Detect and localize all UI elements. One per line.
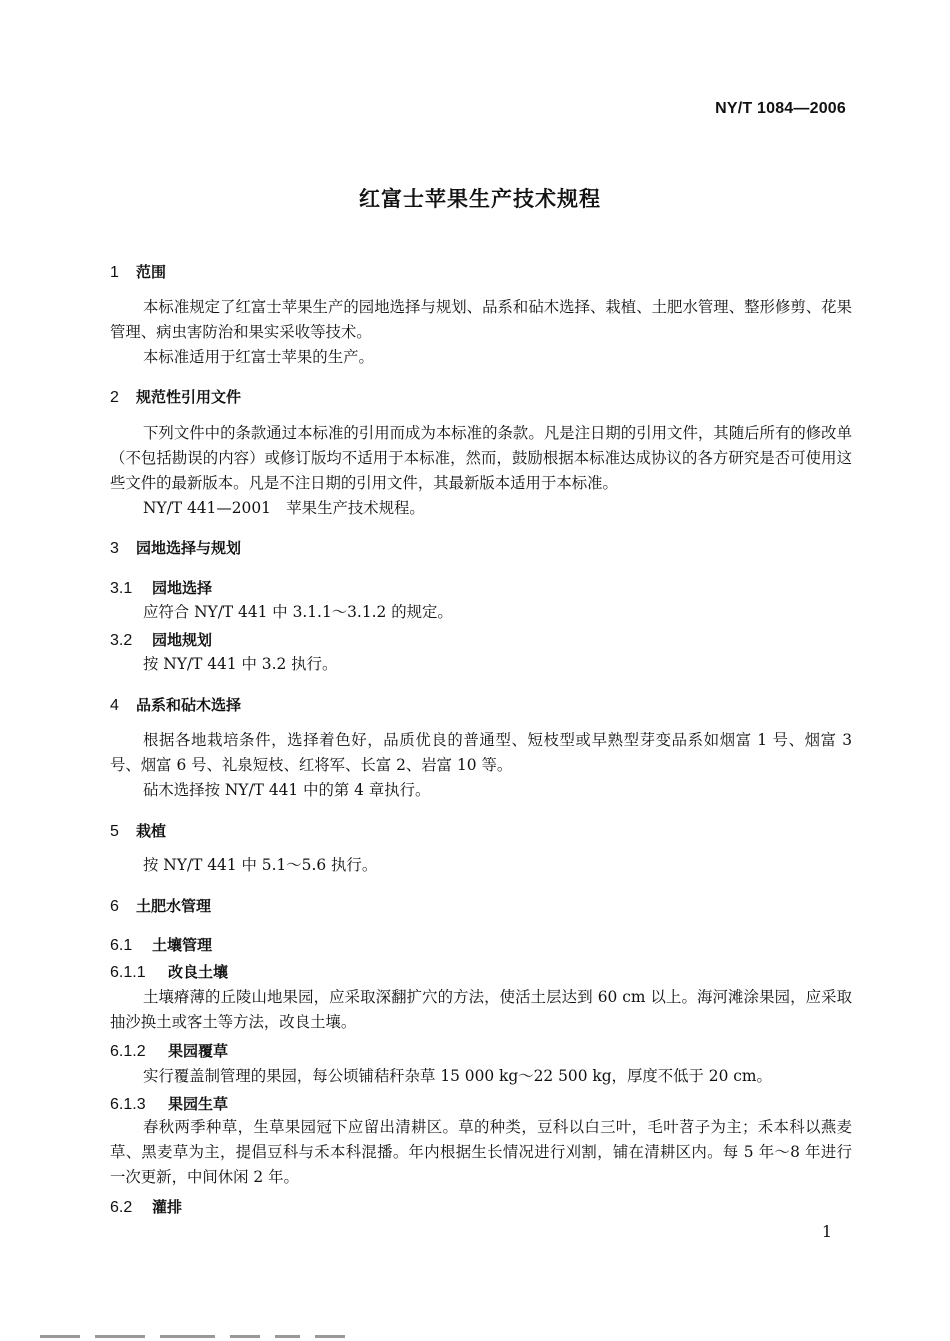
standard-code: NY/T 1084—2006	[715, 100, 846, 117]
section-number: 6.1.1	[110, 964, 146, 981]
section-5-paragraph: 按 NY/T 441 中 5.1～5.6 执行。	[143, 856, 378, 874]
section-title: 范围	[136, 263, 167, 281]
section-number: 3.2	[110, 632, 133, 649]
section-6-1-1-paragraph: 土壤瘠薄的丘陵山地果园，应采取深翻扩穴的方法，使活土层达到 60 cm 以上。海河滩涂果园，应采取抽沙换土或客土等方法，改良土壤。	[110, 988, 852, 1031]
section-title: 土肥水管理	[136, 897, 212, 915]
section-6-1-1-heading	[110, 961, 228, 982]
section-6-1-3-paragraph: 春秋两季种草，生草果园冠下应留出清耕区。草的种类，豆科以白三叶，毛叶苕子为主；禾本科以燕麦草、黑麦草为主，提倡豆科与禾本科混播。年内根据生长情况进行刈割，铺在清耕区内。每 5 年～8 年进行一次更新，中间休闲 2 年。	[110, 1118, 852, 1186]
section-title: 园地选择与规划	[136, 539, 242, 557]
section-number: 1	[110, 264, 119, 281]
section-number: 6.1.3	[110, 1096, 146, 1113]
section-2-paragraph-1: 下列文件中的条款通过本标准的引用而成为本标准的条款。凡是注日期的引用文件，其随后所有的修改单（不包括勘误的内容）或修订版均不适用于本标准，然而，鼓励根据本标准达成协议的各方研究是否可使用这些文件的最新版本。凡是不注日期的引用文件，其最新版本适用于本标准。	[110, 424, 852, 492]
section-number: 4	[110, 697, 119, 714]
section-2-reference: NY/T 441—2001 苹果生产技术规程。	[143, 499, 425, 517]
section-number: 3.1	[110, 580, 133, 597]
section-number: 3	[110, 540, 119, 557]
section-6-heading	[110, 895, 211, 916]
section-title: 园地选择	[152, 579, 213, 597]
section-3-1-heading	[110, 577, 212, 598]
section-number: 6	[110, 898, 119, 915]
section-6-2-heading	[110, 1196, 182, 1217]
section-5-heading	[110, 820, 166, 841]
section-title: 栽植	[136, 822, 167, 840]
section-6-1-3-heading	[110, 1093, 228, 1114]
section-number: 6.1	[110, 937, 133, 954]
section-number: 6.2	[110, 1199, 133, 1216]
section-4-paragraph-1: 根据各地栽培条件，选择着色好，品质优良的普通型、短枝型或早熟型芽变品系如烟富 1 号、烟富 3 号、烟富 6 号、礼泉短枝、红将军、长富 2、岩富 10 等。	[110, 731, 852, 774]
section-title: 灌排	[152, 1198, 183, 1216]
scan-artifact-strip	[0, 1333, 950, 1341]
section-number: 2	[110, 389, 119, 406]
section-number: 6.1.2	[110, 1043, 146, 1060]
document-title: 红富士苹果生产技术规程	[359, 187, 601, 211]
section-2-heading	[110, 386, 241, 407]
section-3-2-heading	[110, 629, 212, 650]
page-number: 1	[821, 1222, 832, 1241]
section-6-1-2-paragraph: 实行覆盖制管理的果园，每公顷铺秸秆杂草 15 000 kg～22 500 kg，厚度不低于 20 cm。	[143, 1067, 772, 1085]
section-3-heading	[110, 537, 241, 558]
section-1-paragraph-2: 本标准适用于红富士苹果的生产。	[143, 348, 374, 366]
section-3-2-paragraph: 按 NY/T 441 中 3.2 执行。	[143, 655, 338, 673]
section-title: 品系和砧木选择	[136, 696, 242, 714]
section-4-heading	[110, 694, 241, 715]
section-3-1-paragraph: 应符合 NY/T 441 中 3.1.1～3.1.2 的规定。	[143, 603, 453, 621]
section-title: 果园覆草	[168, 1042, 229, 1060]
section-4-paragraph-2: 砧木选择按 NY/T 441 中的第 4 章执行。	[143, 781, 431, 799]
section-6-1-2-heading	[110, 1040, 228, 1061]
section-1-paragraph-1: 本标准规定了红富士苹果生产的园地选择与规划、品系和砧木选择、栽植、土肥水管理、整形修剪、花果管理、病虫害防治和果实采收等技术。	[110, 298, 852, 341]
section-title: 果园生草	[168, 1095, 229, 1113]
section-number: 5	[110, 823, 119, 840]
section-title: 改良土壤	[168, 963, 229, 981]
section-6-1-heading	[110, 934, 212, 955]
section-title: 园地规划	[152, 631, 213, 649]
section-title: 规范性引用文件	[136, 388, 242, 406]
section-1-heading	[110, 261, 166, 282]
section-title: 土壤管理	[152, 936, 213, 954]
